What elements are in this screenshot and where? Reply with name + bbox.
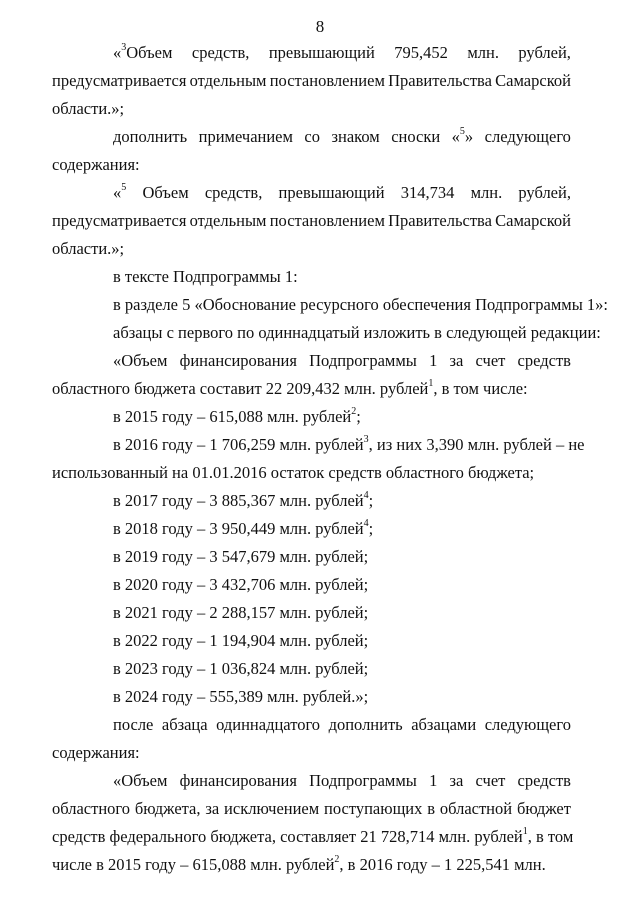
year-2019-line: в 2019 году – 3 547,679 млн. рублей; [113, 547, 369, 566]
year-2021-line: в 2021 году – 2 288,157 млн. рублей; [113, 603, 369, 622]
footnote-3-line-1: «$^3$Объем средств, превышающий 795,452 млн. рублей, [113, 41, 571, 62]
footnote-mark: 2 [334, 853, 340, 865]
financing-line-1: «Объем финансирования Подпрограммы 1 за счет средств [113, 351, 571, 370]
footnote-mark: 1 [522, 825, 528, 837]
footnote-5-line-3: области.»; [52, 239, 125, 258]
after-instruction-line-1: после абзаца одиннадцатого дополнить абзацами следующего [113, 715, 571, 734]
year-2024-line: в 2024 году – 555,389 млн. рублей.»; [113, 687, 369, 706]
footnote-mark: 5 [459, 125, 465, 137]
section-5-heading: в разделе 5 «Обоснование ресурсного обеспечения Подпрограммы 1»: [113, 295, 608, 314]
footnote-mark: 4 [363, 517, 369, 529]
year-2020-line: в 2020 году – 3 432,706 млн. рублей; [113, 575, 369, 594]
footnote-mark: 3 [363, 433, 369, 445]
new-financing-line-4: числе в 2015 году – 615,088 млн. рублей$^2$, в 2016 году – 1 225,541 млн. [52, 853, 546, 874]
year-2015-line: в 2015 году – 615,088 млн. рублей$^2$; [113, 405, 361, 426]
new-financing-line-3: средств федерального бюджета, составляет 21 728,714 млн. рублей$^1$, в том [52, 825, 574, 846]
footnote-mark: 2 [351, 405, 357, 417]
instruction-add-note-line-2: содержания: [52, 155, 140, 174]
footnote-5-line-2: предусматривается отдельным постановлением Правительства Самарской [52, 211, 571, 230]
year-2018-line: в 2018 году – 3 950,449 млн. рублей$^4$; [113, 517, 374, 538]
year-2023-line: в 2023 году – 1 036,824 млн. рублей; [113, 659, 369, 678]
text-subprogram-heading: в тексте Подпрограммы 1: [113, 267, 298, 286]
year-2017-line: в 2017 году – 3 885,367 млн. рублей$^4$; [113, 489, 374, 510]
footnote-mark: 3 [121, 41, 127, 53]
year-2016-line-2: использованный на 01.01.2016 остаток средств областного бюджета; [52, 463, 535, 482]
year-2016-line-1: в 2016 году – 1 706,259 млн. рублей$^3$, из них 3,390 млн. рублей – не [113, 433, 585, 454]
financing-line-2: областного бюджета составит 22 209,432 млн. рублей$^1$, в том числе: [52, 377, 528, 398]
paragraphs-instruction: абзацы с первого по одиннадцатый изложить в следующей редакции: [113, 323, 601, 342]
new-financing-line-1: «Объем финансирования Подпрограммы 1 за счет средств [113, 771, 571, 790]
new-financing-line-2: областного бюджета, за исключением поступающих в областной бюджет [52, 799, 571, 818]
footnote-3-line-2: предусматривается отдельным постановлением Правительства Самарской [52, 71, 571, 90]
footnote-mark: 1 [428, 377, 434, 389]
footnote-5-line-1: «$^5$ Объем средств, превышающий 314,734 млн. рублей, [113, 181, 571, 202]
after-instruction-line-2: содержания: [52, 743, 140, 762]
page-number: 8 [315, 17, 325, 36]
year-2022-line: в 2022 году – 1 194,904 млн. рублей; [113, 631, 369, 650]
instruction-add-note-line-1: дополнить примечанием со знаком сноски «$^5$» следующего [113, 125, 571, 146]
footnote-mark: 5 [121, 181, 127, 193]
footnote-mark: 4 [363, 489, 369, 501]
footnote-3-line-3: области.»; [52, 99, 125, 118]
